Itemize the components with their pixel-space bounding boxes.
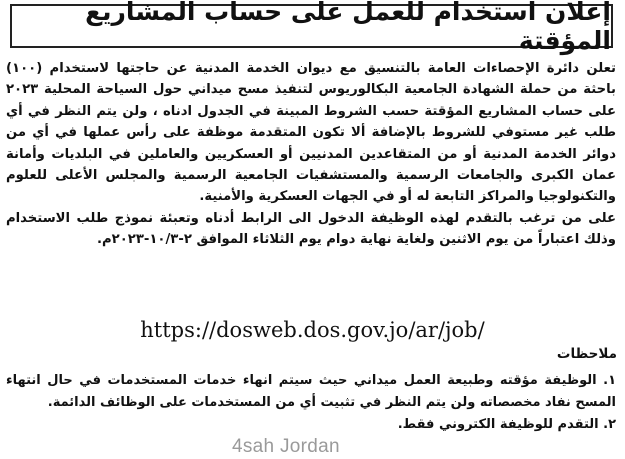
application-link[interactable]: https://dosweb.dos.gov.jo/ar/job/: [140, 318, 485, 342]
site-watermark: 4sah Jordan: [232, 436, 340, 457]
notes-heading: ملاحظات: [556, 346, 617, 362]
notes-list: [6, 370, 616, 436]
announcement-paragraph-apply: على من ترغب بالتقدم لهذه الوظيفة الدخول الى الرابط أدناه وتعبئة نموذج طلب الاستخدام وذلك اعتباراً من يوم الاثنين ولغاية نهاية دوام يوم الثلاثاء الموافق ٢-١٠/٣-٢٠٢٣م.: [6, 210, 616, 248]
announcement-title: إعلان استخدام للعمل على حساب المشاريع المؤقتة: [10, 4, 613, 48]
note-item: ١. الوظيفة مؤقته وطبيعة العمل ميداني حيث سيتم انهاء خدمات المستخدمات في حال انتهاء المسح نفاد مخصصاته ولن يتم النظر في تثبيت أي من المستخدمات على الوظائف الدائمة.: [6, 373, 616, 410]
announcement-paragraph-main: تعلن دائرة الإحصاءات العامة بالتنسيق مع ديوان الخدمة المدنية عن حاجتها لاستخدام (١٠٠) باحثة من حملة الشهادة الجامعية البكالوريوس لتنفيذ مسح ميداني حول السياحة المحلية ٢٠٢٣ على حساب المشاريع المؤقتة حسب الشروط المبينة في الجدول ادناه ، ولن يتم النظر في أي طلب غير مستوفي للشروط بالإضافة ألا تكون المتقدمة موظفة على رأس عملها في أي من دوائر الخدمة المدنية أو من المتقاعدين المدنيين أو العسكريين والعاملين في البلديات وأمانة عمان الكبرى والجامعات الرسمية والمستشفيات الجامعية الرسمية والمجلس الأعلى للعلوم والتكنولوجيا والمراكز التابعة له أو في الجهات العسكرية والأمنية.: [6, 61, 616, 205]
announcement-body: [6, 58, 616, 251]
note-item: ٢. التقدم للوظيفة الكتروني فقط.: [397, 417, 616, 432]
